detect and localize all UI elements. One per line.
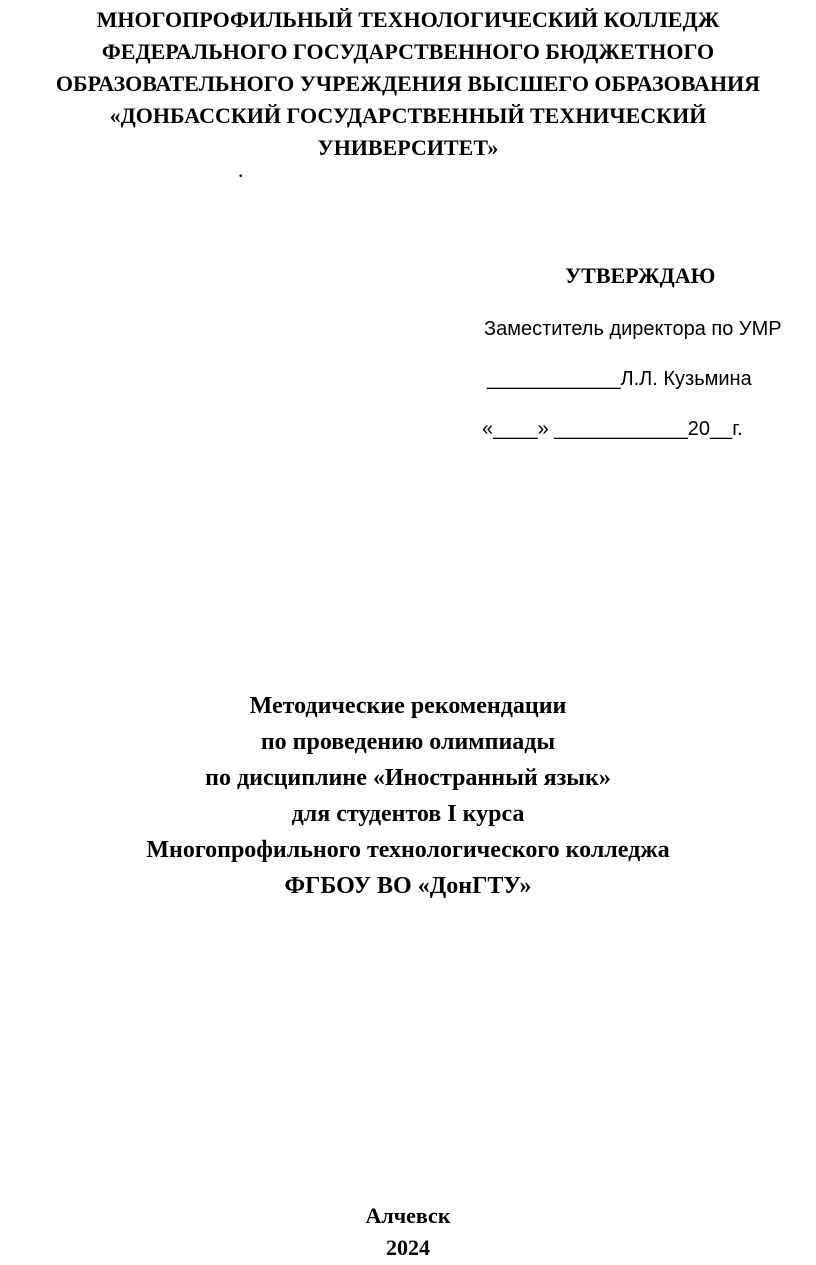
footer-city: Алчевск	[365, 1203, 451, 1228]
header-line: ОБРАЗОВАТЕЛЬНОГО УЧРЕЖДЕНИЯ ВЫСШЕГО ОБРАЗОВАНИЯ	[55, 71, 761, 96]
title-line: Методические рекомендации	[249, 693, 567, 719]
title-line: Многопрофильного технологического колледжа	[146, 837, 670, 863]
title-line: для студентов I курса	[291, 801, 525, 827]
header-line: УНИВЕРСИТЕТ»	[317, 135, 499, 160]
document-title	[0, 688, 816, 904]
approval-position: Заместитель директора по УМР	[484, 318, 782, 340]
document-footer	[0, 1200, 816, 1264]
header-line: «ДОНБАССКИЙ ГОСУДАРСТВЕННЫЙ ТЕХНИЧЕСКИЙ	[109, 103, 707, 128]
header-line: ФЕДЕРАЛЬНОГО ГОСУДАРСТВЕННОГО БЮДЖЕТНОГО	[101, 39, 715, 64]
header-dot: .	[238, 157, 244, 182]
title-line: ФГБОУ ВО «ДонГТУ»	[284, 873, 532, 899]
footer-year: 2024	[386, 1235, 430, 1260]
institution-header	[0, 4, 816, 164]
title-line: по дисциплине «Иностранный язык»	[205, 765, 611, 791]
approval-date-line: «____» ____________20__г.	[482, 418, 743, 440]
approval-signature-line: ____________Л.Л. Кузьмина	[487, 368, 752, 390]
header-line: МНОГОПРОФИЛЬНЫЙ ТЕХНОЛОГИЧЕСКИЙ КОЛЛЕДЖ	[96, 7, 720, 32]
title-line: по проведению олимпиады	[260, 729, 556, 755]
approval-title: УТВЕРЖДАЮ	[565, 263, 716, 288]
